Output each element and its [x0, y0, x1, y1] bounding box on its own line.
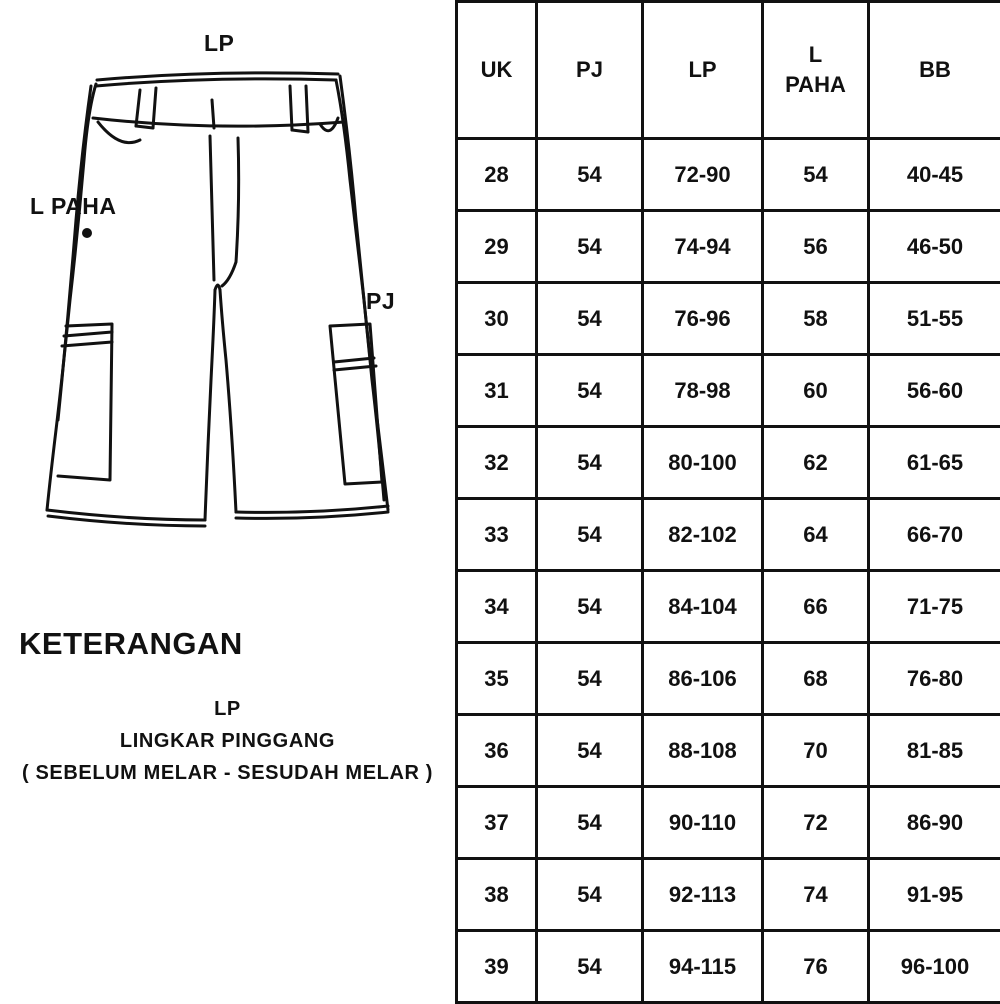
cell-pj: 54	[537, 139, 643, 211]
size-chart-table	[455, 0, 1000, 1004]
cell-lp: 94-115	[643, 931, 763, 1003]
table-row	[457, 715, 1000, 787]
keterangan-melar-note: ( SEBELUM MELAR - SESUDAH MELAR )	[0, 762, 455, 785]
cell-bb: 40-45	[869, 139, 1000, 211]
pj-label: PJ	[366, 288, 395, 315]
cell-uk: 28	[457, 139, 537, 211]
cell-l-paha: 72	[763, 787, 869, 859]
cell-pj: 54	[537, 715, 643, 787]
table-row	[457, 571, 1000, 643]
cell-uk: 31	[457, 355, 537, 427]
cell-lp: 90-110	[643, 787, 763, 859]
cell-bb: 81-85	[869, 715, 1000, 787]
cell-bb: 71-75	[869, 571, 1000, 643]
cell-uk: 33	[457, 499, 537, 571]
cell-l-paha: 58	[763, 283, 869, 355]
cell-pj: 54	[537, 643, 643, 715]
table-row	[457, 283, 1000, 355]
keterangan-title: KETERANGAN	[19, 626, 243, 662]
cell-l-paha: 70	[763, 715, 869, 787]
cell-pj: 54	[537, 355, 643, 427]
cell-lp: 74-94	[643, 211, 763, 283]
table-body	[457, 139, 1000, 1003]
cell-uk: 37	[457, 787, 537, 859]
cell-bb: 51-55	[869, 283, 1000, 355]
cell-bb: 46-50	[869, 211, 1000, 283]
cell-l-paha: 68	[763, 643, 869, 715]
table-row	[457, 499, 1000, 571]
cell-pj: 54	[537, 427, 643, 499]
cell-l-paha: 54	[763, 139, 869, 211]
table-row	[457, 859, 1000, 931]
table-row	[457, 427, 1000, 499]
table-row	[457, 787, 1000, 859]
cell-bb: 86-90	[869, 787, 1000, 859]
cell-pj: 54	[537, 211, 643, 283]
cell-l-paha: 74	[763, 859, 869, 931]
cell-pj: 54	[537, 859, 643, 931]
table-row	[457, 211, 1000, 283]
cell-lp: 78-98	[643, 355, 763, 427]
cell-uk: 30	[457, 283, 537, 355]
keterangan-lp: LP	[0, 698, 455, 721]
header-bb: BB	[869, 2, 1000, 139]
header-lp: LP	[643, 2, 763, 139]
cell-bb: 56-60	[869, 355, 1000, 427]
cell-lp: 88-108	[643, 715, 763, 787]
cell-lp: 76-96	[643, 283, 763, 355]
cell-l-paha: 60	[763, 355, 869, 427]
cell-lp: 72-90	[643, 139, 763, 211]
cell-bb: 96-100	[869, 931, 1000, 1003]
cell-lp: 84-104	[643, 571, 763, 643]
cell-l-paha: 76	[763, 931, 869, 1003]
cell-uk: 39	[457, 931, 537, 1003]
l-paha-label: L PAHA	[30, 193, 117, 220]
cell-uk: 29	[457, 211, 537, 283]
cell-lp: 92-113	[643, 859, 763, 931]
table-row	[457, 931, 1000, 1003]
keterangan-lingkar-pinggang: LINGKAR PINGGANG	[0, 730, 455, 753]
table-row	[457, 139, 1000, 211]
header-pj: PJ	[537, 2, 643, 139]
cell-l-paha: 62	[763, 427, 869, 499]
cell-pj: 54	[537, 283, 643, 355]
lp-label: LP	[204, 30, 234, 57]
cell-l-paha: 66	[763, 571, 869, 643]
cell-uk: 35	[457, 643, 537, 715]
cell-l-paha: 64	[763, 499, 869, 571]
cell-l-paha: 56	[763, 211, 869, 283]
cell-lp: 80-100	[643, 427, 763, 499]
cell-bb: 61-65	[869, 427, 1000, 499]
header-l-paha: L PAHA	[763, 2, 869, 139]
cell-uk: 38	[457, 859, 537, 931]
table-row	[457, 355, 1000, 427]
cell-uk: 36	[457, 715, 537, 787]
table-header-row	[457, 2, 1000, 139]
cell-pj: 54	[537, 499, 643, 571]
cell-bb: 66-70	[869, 499, 1000, 571]
cell-pj: 54	[537, 931, 643, 1003]
cargo-shorts-drawing	[0, 0, 455, 1000]
cell-bb: 76-80	[869, 643, 1000, 715]
cell-pj: 54	[537, 571, 643, 643]
cell-uk: 34	[457, 571, 537, 643]
cell-pj: 54	[537, 787, 643, 859]
header-uk: UK	[457, 2, 537, 139]
cell-lp: 86-106	[643, 643, 763, 715]
cell-bb: 91-95	[869, 859, 1000, 931]
cell-uk: 32	[457, 427, 537, 499]
cell-lp: 82-102	[643, 499, 763, 571]
table-row	[457, 643, 1000, 715]
